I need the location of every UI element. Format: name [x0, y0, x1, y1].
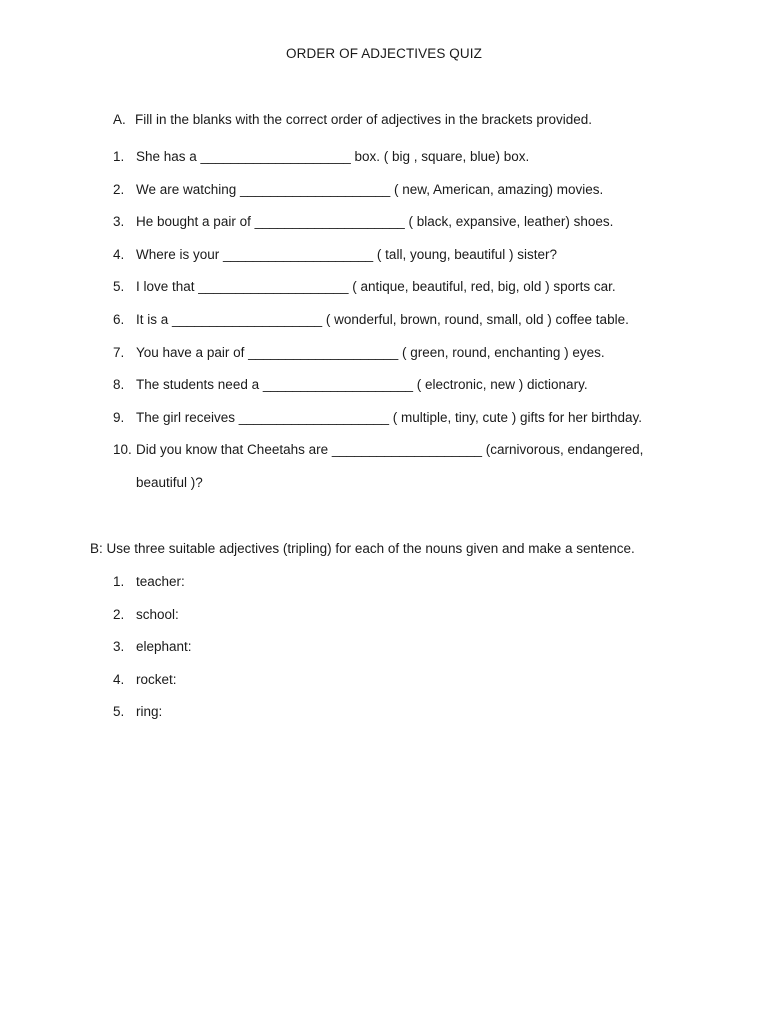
item-text: The students need a ____________________ ( electronic, new ) dictionary. — [136, 377, 588, 393]
item-text: We are watching ____________________ ( new, American, amazing) movies. — [136, 181, 604, 197]
item-number: 5. — [113, 704, 125, 720]
item-number: 1. — [113, 574, 125, 589]
item-number: 4. — [113, 246, 125, 262]
section-a-marker: A. — [113, 112, 126, 127]
item-text: teacher: — [136, 574, 185, 589]
item-text: He bought a pair of ____________________ ( black, expansive, leather) shoes. — [136, 214, 614, 230]
item-number: 2. — [113, 606, 125, 622]
section-a-instruction — [113, 112, 592, 127]
item-number: 8. — [113, 377, 125, 393]
item-text: You have a pair of ____________________ ( green, round, enchanting ) eyes. — [136, 344, 605, 360]
page-title: ORDER OF ADJECTIVES QUIZ — [286, 46, 482, 61]
item-number: 3. — [113, 214, 125, 230]
item-number: 1. — [113, 149, 125, 164]
item-number: 7. — [113, 344, 125, 360]
item-text: It is a ____________________ ( wonderful, brown, round, small, old ) coffee table. — [136, 311, 629, 327]
item-number: 3. — [113, 639, 125, 655]
item-number: 4. — [113, 671, 125, 687]
item-text: I love that ____________________ ( antique, beautiful, red, big, old ) sports car. — [136, 279, 616, 295]
item-number: 6. — [113, 311, 125, 327]
item-text: Did you know that Cheetahs are ____________________ (carnivorous, endangered, beautiful )? — [136, 442, 644, 490]
item-text: elephant: — [136, 639, 192, 655]
item-text: rocket: — [136, 671, 177, 687]
item-text: school: — [136, 606, 179, 622]
item-text: The girl receives ____________________ ( multiple, tiny, cute ) gifts for her birthday. — [136, 409, 643, 425]
item-text: ring: — [136, 704, 163, 720]
item-text: She has a ____________________ box. ( big , square, blue) box. — [136, 149, 530, 164]
item-text: Where is your ____________________ ( tall, young, beautiful ) sister? — [136, 246, 558, 262]
item-number: 9. — [113, 409, 125, 425]
section-b-instruction: B: Use three suitable adjectives (tripling) for each of the nouns given and make a sentence. — [90, 541, 635, 556]
item-number: 2. — [113, 181, 125, 197]
item-number: 10. — [113, 442, 132, 458]
section-a-instruction-text: Fill in the blanks with the correct order of adjectives in the brackets provided. — [135, 112, 592, 127]
item-number: 5. — [113, 279, 125, 295]
